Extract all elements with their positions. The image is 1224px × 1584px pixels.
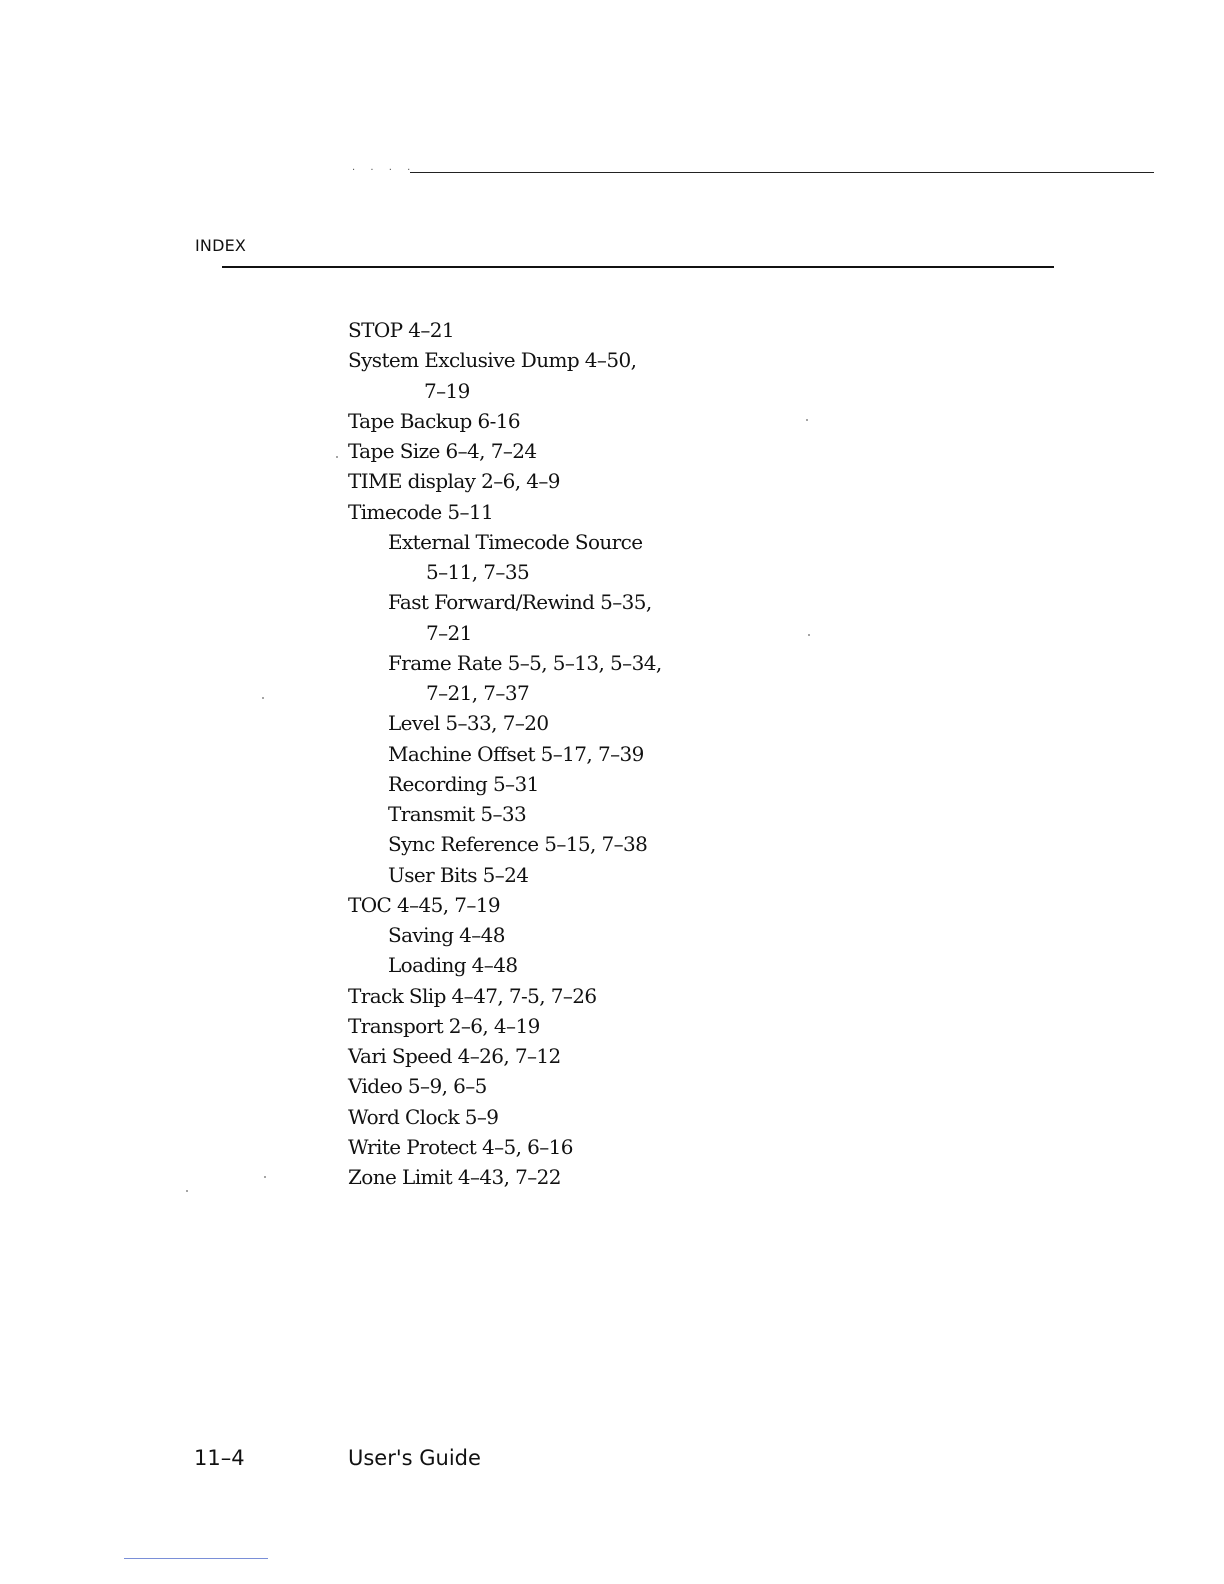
index-entry: TOC 4–45, 7–19 [348, 892, 501, 917]
index-entry: TIME display 2–6, 4–9 [348, 469, 560, 494]
footer-page-number: 11–4 [194, 1446, 245, 1470]
footer-title: User's Guide [348, 1446, 481, 1470]
scan-speck [186, 1190, 188, 1192]
index-entry: Video 5–9, 6–5 [348, 1074, 487, 1099]
scan-speck [806, 419, 808, 421]
index-entry: Write Protect 4–5, 6–16 [348, 1134, 573, 1159]
index-entry: Zone Limit 4–43, 7–22 [348, 1165, 561, 1189]
header-rule [222, 266, 1054, 268]
scan-speck [262, 697, 264, 699]
index-entry: Word Clock 5–9 [348, 1104, 499, 1129]
index-subentry: Level 5–33, 7–20 [388, 711, 549, 736]
index-subentry: Frame Rate 5–5, 5–13, 5–34, [388, 650, 662, 675]
index-subentry: Loading 4–48 [388, 953, 518, 978]
index-subentry: Sync Reference 5–15, 7–38 [388, 832, 648, 857]
index-entry: Timecode 5–11 [348, 499, 494, 524]
index-subentry: Recording 5–31 [388, 771, 539, 796]
index-entry-continuation: 5–11, 7–35 [426, 560, 530, 584]
index-subentry: User Bits 5–24 [388, 862, 529, 887]
index-subentry: Fast Forward/Rewind 5–35, [388, 590, 652, 615]
index-entry: Transport 2–6, 4–19 [348, 1013, 540, 1038]
top-rule-dots: · · · · [352, 165, 417, 176]
scan-speck [264, 1176, 266, 1178]
index-subentry: Machine Offset 5–17, 7–39 [388, 741, 644, 766]
index-entry-continuation: 7–21 [426, 620, 472, 645]
index-entry: Track Slip 4–47, 7-5, 7–26 [348, 983, 597, 1008]
top-rule [410, 172, 1154, 173]
index-list [348, 315, 662, 1192]
scan-speck [336, 456, 338, 458]
running-header: INDEX [195, 236, 247, 255]
index-entry: STOP 4–21 [348, 318, 455, 342]
index-entry: Tape Backup 6-16 [348, 408, 521, 433]
bottom-rule [124, 1558, 268, 1559]
scan-speck [808, 634, 810, 636]
index-entry: Tape Size 6–4, 7–24 [348, 439, 537, 463]
index-entry-continuation: 7–21, 7–37 [426, 681, 530, 705]
index-subentry: Saving 4–48 [388, 923, 505, 947]
index-entry: Vari Speed 4–26, 7–12 [348, 1044, 561, 1068]
index-subentry: External Timecode Source [388, 529, 643, 554]
index-entry: System Exclusive Dump 4–50, [348, 348, 637, 373]
index-entry-continuation: 7–19 [424, 378, 470, 403]
index-subentry: Transmit 5–33 [388, 802, 527, 826]
